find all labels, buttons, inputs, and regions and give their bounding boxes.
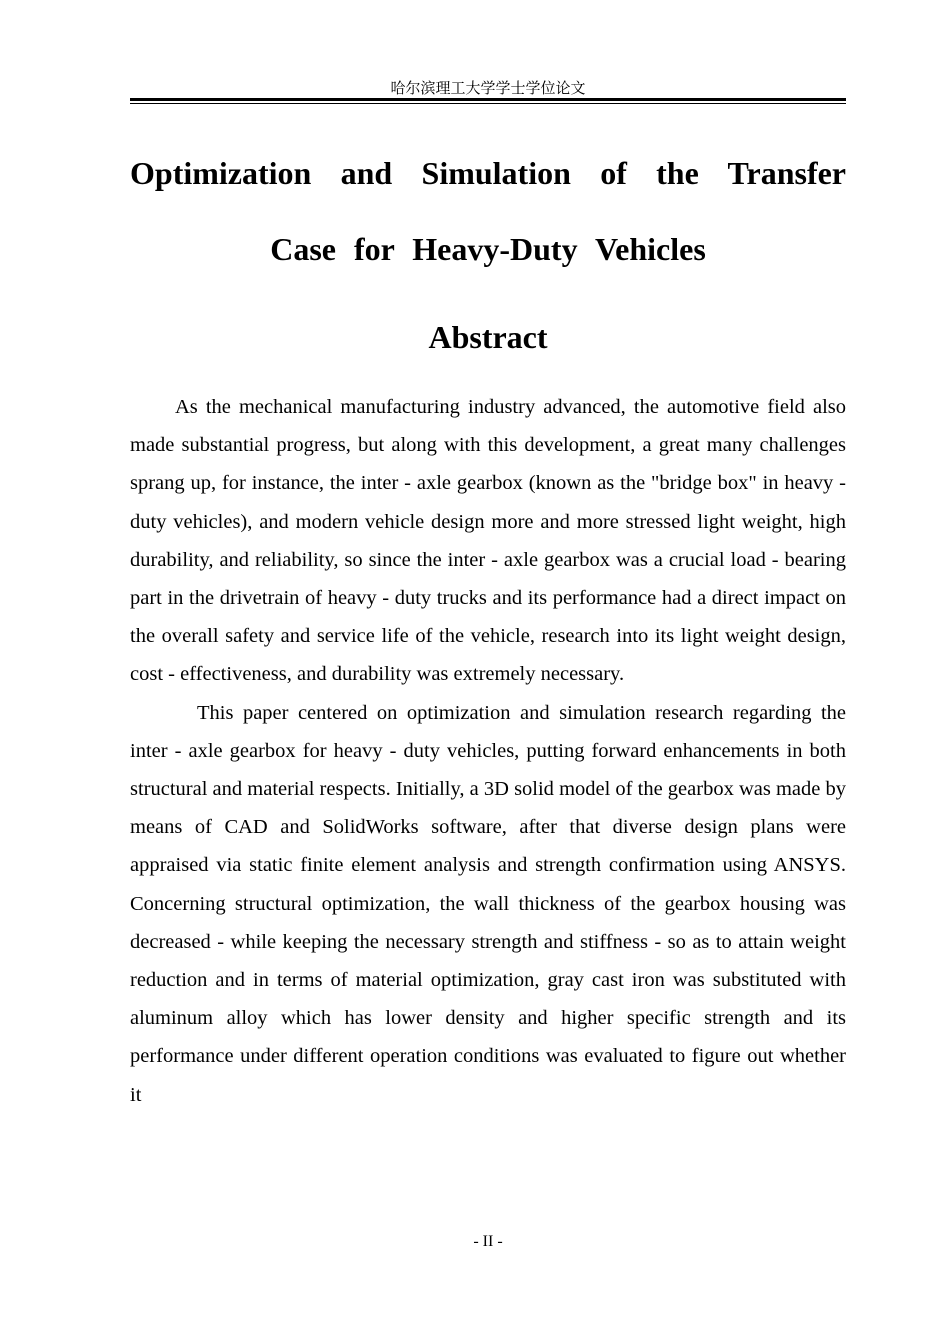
abstract-paragraph-2: This paper centered on optimization and simulation research regarding the inter - axle gearbox for heavy - duty vehicles, putting forward enhancements in both structural and material respects. Initially, a 3D solid model of the gearbox was made by means of CAD and SolidWorks software, after that diverse design plans were appraised via static finite element analysis and strength confirmation using ANSYS. Concerning structural optimization, the wall thickness of the gearbox housing was decreased - while keeping the necessary strength and stiffness - so as to attain weight reduction and in terms of material optimization, gray cast iron was substituted with aluminum alloy which has lower density and higher specific strength and its performance under different operation conditions was evaluated to figure out whether it — [130, 701, 846, 1106]
page-number: - II - — [473, 1233, 503, 1250]
title-line-2: Case for Heavy-Duty Vehicles — [270, 231, 706, 267]
abstract-heading: Abstract — [428, 319, 548, 355]
running-header: 哈尔滨理工大学学士学位论文 — [390, 79, 586, 97]
header-rule-thick — [130, 98, 846, 101]
abstract-paragraph-1: As the mechanical manufacturing industry advanced, the automotive field also made substantial progress, but along with this development, a great many challenges sprang up, for instance, the inter - axle gearbox (known as the "bridge box" in heavy - duty vehicles), and modern vehicle design more and more stressed light weight, high durability, and reliability, so since the inter - axle gearbox was a crucial load - bearing part in the drivetrain of heavy - duty trucks and its performance had a direct impact on the overall safety and service life of the vehicle, research into its light weight design, cost - effectiveness, and durability was extremely necessary. — [130, 396, 846, 686]
title-line-1: Optimization and Simulation of the Transfer — [130, 155, 846, 191]
abstract-body — [130, 388, 846, 1114]
header-rule-thin — [130, 103, 846, 104]
